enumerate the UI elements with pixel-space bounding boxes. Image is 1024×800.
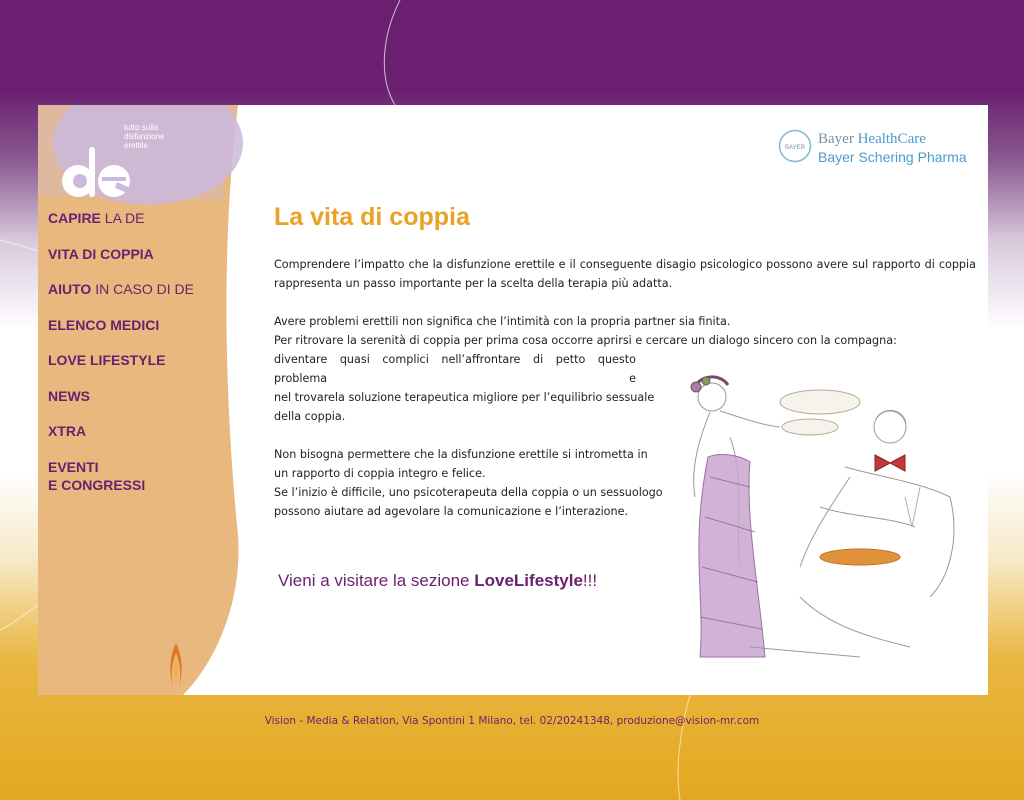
bayer-schering-label: Bayer Schering Pharma [818,149,967,165]
logo-tagline: tutto sulla disfunzione erettile [124,123,165,150]
bayer-logo[interactable] [778,129,978,171]
page-title: La vita di coppia [274,203,470,231]
bayer-cross-icon [778,129,812,163]
lovelifestyle-link[interactable]: LoveLifestyle [474,571,583,590]
nav-item-aiuto[interactable]: AIUTO IN CASO DI DE [48,281,194,297]
nav-item-eventi-congressi[interactable]: EVENTI E CONGRESSI [48,458,146,493]
couple-illustration [650,367,970,662]
content-panel [38,105,988,695]
nav-item-vita-di-coppia[interactable]: VITA DI COPPIA [48,245,154,262]
nav-item-love-lifestyle[interactable]: LOVE LIFESTYLE [48,352,166,368]
paragraph-3: Non bisogna permettere che la disfunzione erettile si intrometta in un rapporto di coppia integro e felice. Se l’inizio è difficile, uno psicoterapeuta della coppia o un sessuologo possono aiutare ad agevolare la comunicazione e l’interazione. [274,448,663,518]
bayer-healthcare-label: Bayer HealthCare [818,131,926,147]
lovelifestyle-cta[interactable]: Vieni a visitare la sezione LoveLifestyle!!! [278,571,598,590]
paragraph-1: Comprendere l’impatto che la disfunzione erettile e il conseguente disagio psicologico possono avere sul rapporto di coppia rappresenta un passo importante per la scelta della terapia più adatta. [274,258,976,290]
footer-contact: Vision - Media & Relation, Via Spontini 1 Milano, tel. 02/20241348, produzione@vision-mr.com [264,715,760,727]
paragraph-2: Avere problemi erettili non significa che l’intimità con la propria partner sia finita. Per ritrovare la serenità di coppia per prima cosa occorre aprirsi e cercare un dialogo sincero con la compagna: diventare quasi complici nell’affrontare di petto questo problema e nel trovarela soluzione terapeutica migliore per l’equilibrio sessuale della coppia. [274,315,897,423]
main-nav [48,209,223,498]
nav-item-elenco-medici[interactable]: ELENCO MEDICI [48,316,160,333]
site-logo[interactable] [58,113,168,203]
nav-item-xtra[interactable]: XTRA [48,423,87,439]
nav-item-capire[interactable]: CAPIRE LA DE [48,210,145,226]
flame-icon [167,643,185,687]
nav-item-news[interactable]: NEWS [48,387,90,404]
svg-text:BAYER: BAYER [785,145,805,151]
